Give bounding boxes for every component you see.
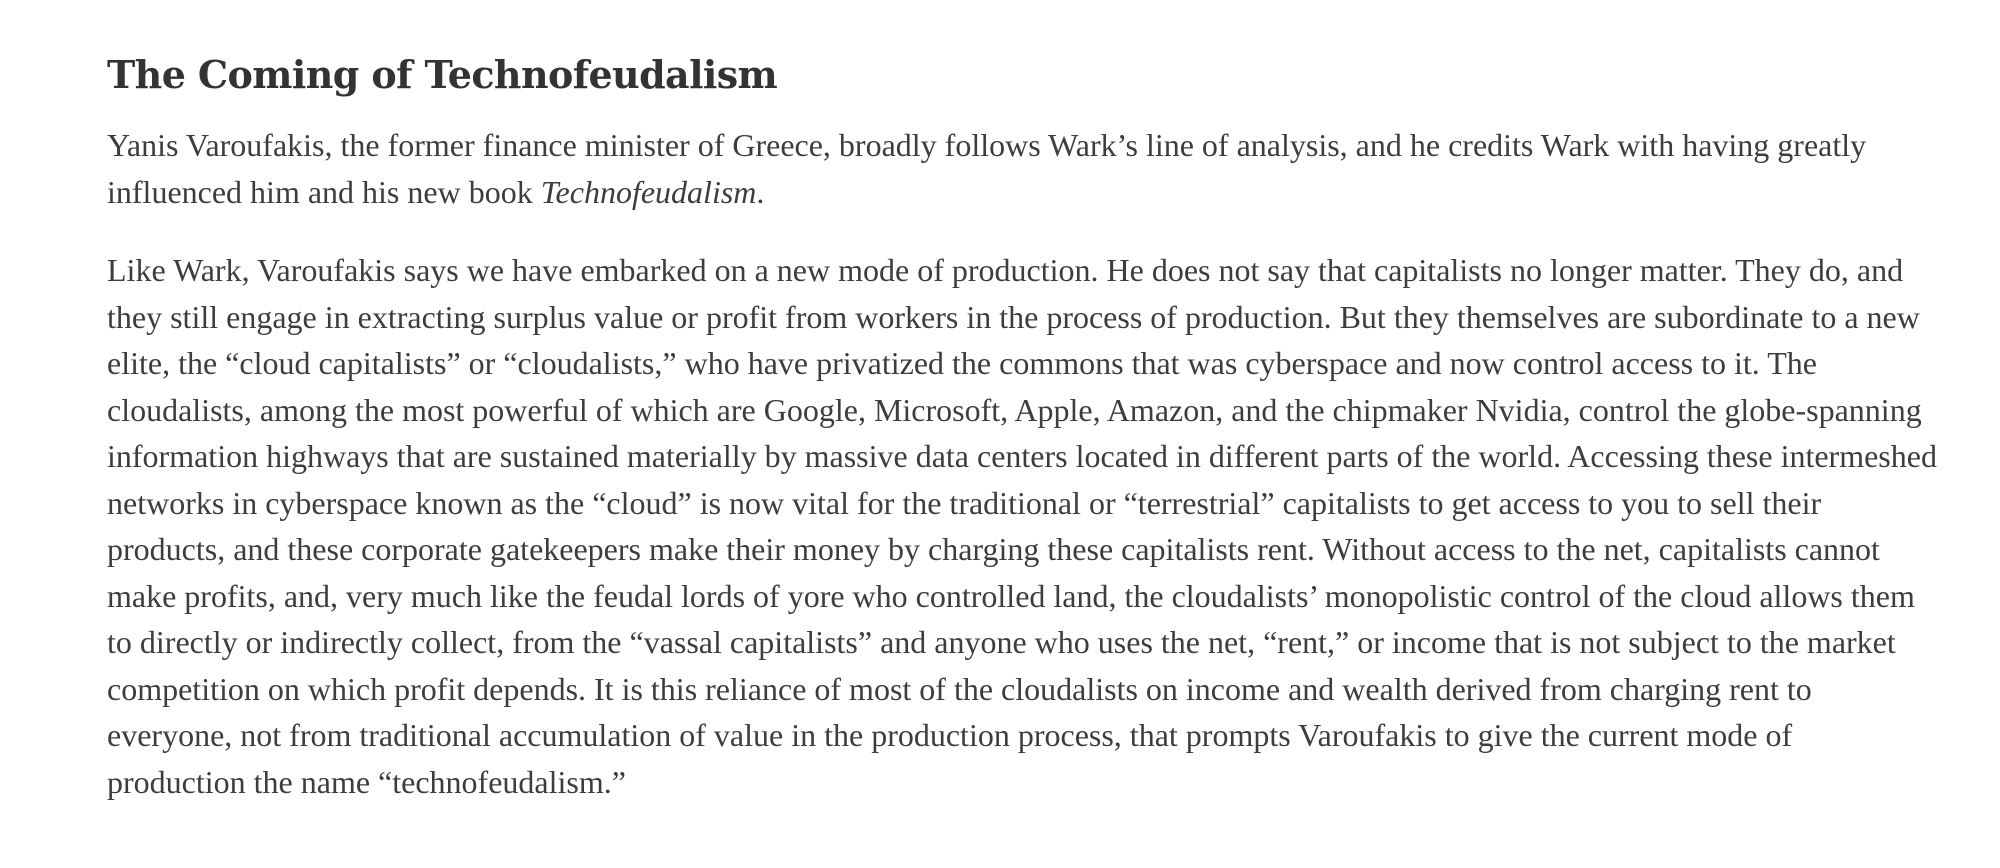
book-title: Technofeudalism bbox=[540, 173, 757, 210]
article-title: The Coming of Technofeudalism bbox=[107, 52, 778, 97]
article bbox=[107, 40, 1937, 805]
intro-paragraph-end: . bbox=[756, 173, 765, 210]
body-paragraph: Like Wark, Varoufakis says we have embarked on a new mode of production. He does not say that capitalists no longer matter. They do, and they still engage in extracting surplus value or profit from workers in the process of production. But they themselves are subordinate to a new elite, the “cloud capitalists” or “cloudalists,” who have privatized the commons that was cyberspace and now control access to it. The cloudalists, among the most powerful of which are Google, Microsoft, Apple, Amazon, and the chipmaker Nvidia, control the globe-spanning information highways that are sustained materially by massive data centers located in different parts of the world. Accessing these intermeshed networks in cyberspace known as the “cloud” is now vital for the traditional or “terrestrial” capitalists to get access to you to sell their products, and these corporate gatekeepers make their money by charging these capitalists rent. Without access to the net, capitalists cannot make profits, and, very much like the feudal lords of yore who controlled land, the cloudalists’ monopolistic control of the cloud allows them to directly or indirectly collect, from the “vassal capitalists” and anyone who uses the net, “rent,” or income that is not subject to the market competition on which profit depends. It is this reliance of most of the cloudalists on income and wealth derived from charging rent to everyone, not from traditional accumulation of value in the production process, that prompts Varoufakis to give the current mode of production the name “technofeudalism.” bbox=[107, 252, 1937, 800]
intro-paragraph bbox=[107, 122, 1937, 215]
intro-paragraph-text: Yanis Varoufakis, the former finance minister of Greece, broadly follows Wark’s line of analysis, and he credits Wark with having greatly influenced him and his new book bbox=[107, 127, 1867, 210]
